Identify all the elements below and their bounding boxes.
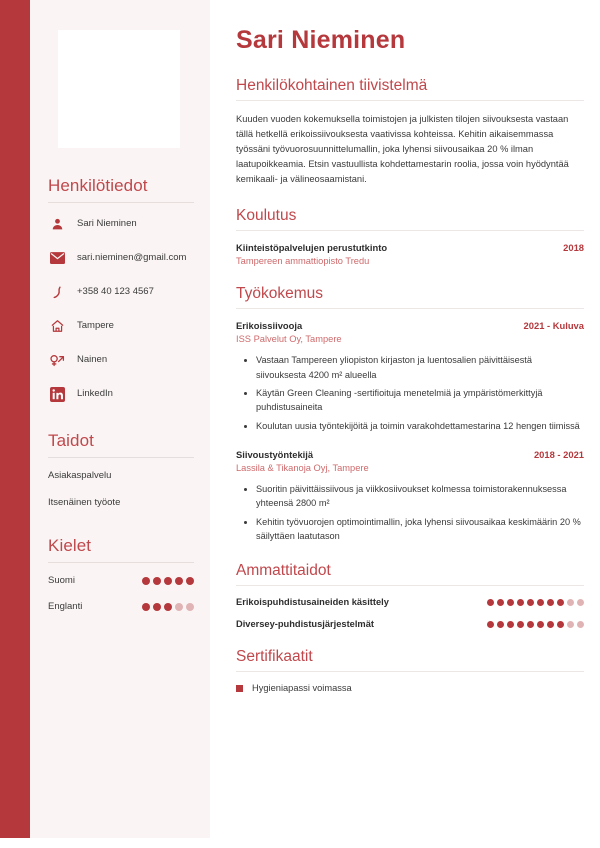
rating-dot	[175, 603, 183, 611]
person-icon	[48, 217, 66, 231]
rating-dot	[497, 621, 504, 628]
section-summary	[236, 77, 584, 187]
rating-dot	[517, 621, 524, 628]
proskill-name: Erikoispuhdistusaineiden käsittely	[236, 597, 389, 608]
sidebar-heading-contact: Henkilötiedot	[48, 176, 148, 195]
employer-name: ISS Palvelut Oy, Tampere	[236, 334, 342, 345]
rating-dot	[186, 603, 194, 611]
degree-title: Kiinteistöpalvelujen perustutkinto	[236, 242, 388, 254]
certificate-name: Hygieniapassi voimassa	[252, 683, 352, 694]
rating-dot	[142, 603, 150, 611]
gender-icon	[48, 353, 66, 367]
proskill-row	[236, 597, 584, 607]
section-certificates	[236, 648, 584, 693]
skills-list	[48, 470, 194, 508]
job-bullet: • Suoritin päivittäissiivous ja viikkosiivoukset kolmessa toimistorakennuksessa yhteensä 2800 m²	[256, 482, 584, 511]
certificate-row	[236, 683, 584, 693]
divider	[236, 585, 584, 586]
rating-dot	[507, 599, 514, 606]
rating-dot	[577, 599, 584, 606]
entry-header	[236, 320, 584, 331]
job-bullets	[236, 353, 584, 433]
section-heading-proskills: Ammattitaidot	[236, 562, 331, 580]
phone-icon	[48, 285, 66, 299]
contact-value: +358 40 123 4567	[77, 286, 154, 298]
job-title: Siivoustyöntekijä	[236, 448, 314, 460]
contact-row[interactable]	[48, 385, 194, 403]
section-experience	[236, 285, 584, 543]
divider	[236, 308, 584, 309]
rating-dot	[142, 577, 150, 585]
sidebar	[30, 0, 210, 838]
rating-dot	[175, 577, 183, 585]
rating-dots	[487, 599, 584, 606]
contact-row[interactable]	[48, 249, 194, 267]
entry-header	[236, 242, 584, 253]
skill-item: Asiakaspalvelu	[48, 470, 112, 481]
rating-dot	[567, 621, 574, 628]
skill-item: Itsenäinen työote	[48, 497, 121, 508]
job-bullet: • Kehitin työvuorojen optimointimallin, joka lyhensi siivousaikaa keskimäärin 20 % säilyttäen laatutason	[256, 515, 584, 544]
job-title: Erikoissiivooja	[236, 320, 303, 332]
section-heading-summary: Henkilökohtainen tiivistelmä	[236, 77, 428, 94]
rating-dot	[164, 577, 172, 585]
rating-dot	[567, 599, 574, 606]
main-content	[210, 0, 600, 838]
rating-dot	[487, 599, 494, 606]
section-heading-certificates: Sertifikaatit	[236, 648, 313, 666]
rating-dot	[164, 603, 172, 611]
square-bullet-icon	[236, 685, 243, 692]
divider	[236, 100, 584, 101]
envelope-icon	[48, 252, 66, 264]
contact-value: Sari Nieminen	[77, 218, 137, 230]
profile-photo	[58, 30, 180, 148]
rating-dot	[507, 621, 514, 628]
proskills-list	[236, 597, 584, 629]
job-bullet: • Vastaan Tampereen yliopiston kirjaston ja luentosalien päivittäisestä siivouksesta 4200 m² alueella	[256, 353, 584, 382]
rating-dots	[142, 603, 194, 611]
rating-dots	[487, 621, 584, 628]
rating-dot	[537, 621, 544, 628]
contact-row[interactable]	[48, 283, 194, 301]
rating-dot	[153, 577, 161, 585]
rating-dot	[557, 599, 564, 606]
left-accent-stripe	[0, 0, 30, 838]
rating-dot	[497, 599, 504, 606]
contact-value: Tampere	[77, 320, 114, 332]
contact-value: LinkedIn	[77, 388, 113, 400]
experience-entry	[236, 320, 584, 433]
contact-value: sari.nieminen@gmail.com	[77, 252, 187, 264]
proskill-name: Diversey-puhdistusjärjestelmät	[236, 619, 374, 630]
job-bullets	[236, 482, 584, 543]
home-icon	[48, 319, 66, 333]
sidebar-heading-languages: Kielet	[48, 536, 92, 555]
section-heading-experience: Työkokemus	[236, 285, 324, 303]
certificates-list	[236, 683, 584, 693]
rating-dots	[142, 577, 194, 585]
rating-dot	[547, 621, 554, 628]
rating-dot	[577, 621, 584, 628]
job-bullet: • Koulutan uusia työntekijöitä ja toimin varakohdettamestarina 12 hengen tiimissä	[256, 419, 584, 433]
contact-row[interactable]	[48, 317, 194, 335]
section-heading-education: Koulutus	[236, 207, 297, 225]
divider	[48, 202, 194, 203]
language-row	[48, 601, 194, 612]
employer-name: Lassila & Tikanoja Oyj, Tampere	[236, 462, 369, 473]
divider	[48, 457, 194, 458]
school-name: Tampereen ammattiopisto Tredu	[236, 256, 370, 267]
section-education	[236, 207, 584, 266]
contact-row[interactable]	[48, 215, 194, 233]
rating-dot	[527, 621, 534, 628]
contact-value: Nainen	[77, 354, 108, 366]
experience-list	[236, 320, 584, 543]
rating-dot	[153, 603, 161, 611]
language-name: Suomi	[48, 575, 75, 586]
section-proskills	[236, 562, 584, 629]
divider	[48, 562, 194, 563]
contact-list	[48, 215, 194, 403]
education-entry	[236, 242, 584, 266]
job-bullet: • Käytän Green Cleaning -sertifioituja menetelmiä ja ympäristömerkittyjä puhdistusaineita	[256, 386, 584, 415]
entry-header	[236, 449, 584, 460]
education-list	[236, 242, 584, 266]
linkedin-icon	[48, 387, 66, 402]
rating-dot	[517, 599, 524, 606]
summary-text: Kuuden vuoden kokemuksella toimistojen ja julkisten tilojen siivouksesta vastaan tällä hetkellä erikoissiivouksesta vaativissa kohteissa. Kehitin aikaisemmassa työssäni työvuorosuunnittelumallin, joka lyhensi siivousaikaa 20 % ilman laatupoikkeamia. Etsin vastuullista kohdettamestarin roolia, jossa voin hyödyntää kemikaali- ja välineosaamistani.	[236, 114, 569, 185]
proskill-row	[236, 619, 584, 629]
rating-dot	[547, 599, 554, 606]
experience-entry	[236, 449, 584, 543]
divider	[236, 671, 584, 672]
rating-dot	[557, 621, 564, 628]
education-date: 2018	[563, 242, 584, 254]
contact-row[interactable]	[48, 351, 194, 369]
rating-dot	[537, 599, 544, 606]
languages-list	[48, 575, 194, 612]
job-date: 2018 - 2021	[533, 448, 584, 460]
job-date: 2021 - Kuluva	[523, 320, 584, 332]
language-row	[48, 575, 194, 586]
divider	[236, 230, 584, 231]
rating-dot	[487, 621, 494, 628]
page-title: Sari Nieminen	[236, 26, 406, 54]
rating-dot	[527, 599, 534, 606]
sidebar-heading-skills: Taidot	[48, 431, 94, 450]
rating-dot	[186, 577, 194, 585]
language-name: Englanti	[48, 601, 83, 612]
